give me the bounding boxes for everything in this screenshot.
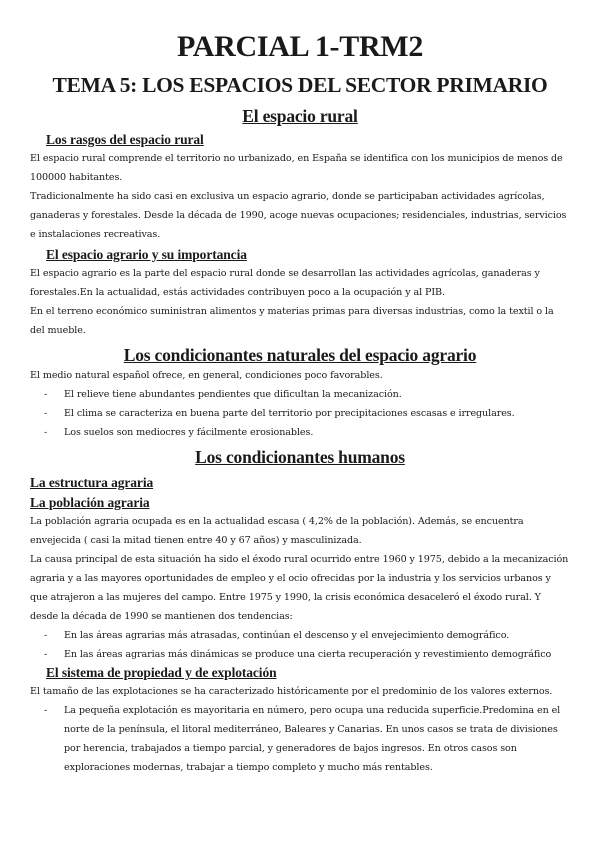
subheading-sistema-propiedad: El sistema de propiedad y de explotación: [46, 665, 277, 680]
paragraph-rasgos-2: Tradicionalmente ha sido casi en exclusiva un espacio agrario, donde se participaban actividades agrícolas, ganaderas y forestales. Desde la década de 1990, acoge nuevas ocupaciones; residenciales, industrias, servicios e instalaciones recreativas.: [30, 191, 567, 240]
topic-title: TEMA 5: LOS ESPACIOS DEL SECTOR PRIMARIO: [52, 73, 548, 97]
subheading-poblacion-agraria: La población agraria: [30, 495, 150, 510]
paragraph-agrario-1: El espacio agrario es la parte del espacio rural donde se desarrollan las actividades agrícolas, ganaderas y forestales.En la actualidad, estás actividades contribuyen poco a la ocupación y al PIB.: [30, 268, 540, 298]
section-heading-condicionantes-naturales: Los condicionantes naturales del espacio agrario: [123, 345, 477, 365]
list-item: - El clima se caracteriza en buena parte del territorio por precipitaciones escasas e irregulares.: [44, 408, 515, 419]
subheading-espacio-agrario: El espacio agrario y su importancia: [46, 247, 247, 262]
list-item: - Los suelos son mediocres y fácilmente erosionables.: [44, 427, 314, 438]
section-heading-condicionantes-humanos: Los condicionantes humanos: [195, 447, 405, 467]
list-item: - La pequeña explotación es mayoritaria en número, pero ocupa una reducida superficie.Predomina en el norte de la península, el litoral mediterráneo, Baleares y Canarias. En unos casos se trata de divisiones por herencia, trabajados a tiempo parcial, y generadores de bajos ingresos. En otros casos son exploraciones modernas, trabajar a tiempo completo y mucho más rentables.: [44, 705, 561, 773]
list-propiedad: [30, 701, 570, 777]
paragraph-propiedad-1: El tamaño de las explotaciones se ha caracterizado históricamente por el predominio de los valores externos.: [30, 686, 553, 697]
list-item: - En las áreas agrarias más atrasadas, continúan el descenso y el envejecimiento demográfico.: [44, 630, 510, 641]
document-title: PARCIAL 1-TRM2: [176, 30, 424, 63]
paragraph-poblacion-1: La población agraria ocupada es en la actualidad escasa ( 4,2% de la población). Además, se encuentra envejecida ( casi la mitad tienen entre 40 y 67 años) y masculinizada.: [30, 516, 524, 546]
list-item: - El relieve tiene abundantes pendientes que dificultan la mecanización.: [44, 389, 402, 400]
section-heading-espacio-rural: El espacio rural: [242, 106, 358, 126]
paragraph-agrario-2: En el terreno económico suministran alimentos y materias primas para diversas industrias, como la textil o la del mueble.: [30, 306, 554, 336]
paragraph-naturales-intro: El medio natural español ofrece, en general, condiciones poco favorables.: [30, 370, 383, 381]
subheading-estructura-agraria: La estructura agraria: [30, 475, 154, 490]
list-tendencias: [30, 626, 570, 664]
subheading-rasgos: Los rasgos del espacio rural: [46, 132, 204, 147]
paragraph-rasgos-1: El espacio rural comprende el territorio no urbanizado, en España se identifica con los municipios de menos de 100000 habitantes.: [30, 153, 563, 183]
paragraph-poblacion-2: La causa principal de esta situación ha sido el éxodo rural ocurrido entre 1960 y 1975, debido a la mecanización agraria y a las mayores oportunidades de empleo y el ocio ofrecidas por la industria y los servicios urbanos y que atrajeron a las mujeres del campo. Entre 1975 y 1990, la crisis económica desaceleró el éxodo rural. Y desde la década de 1990 se mantienen dos tendencias:: [30, 554, 569, 622]
list-naturales: [30, 385, 570, 442]
list-item: - En las áreas agrarias más dinámicas se produce una cierta recuperación y revestimiento demográfico: [44, 649, 552, 660]
